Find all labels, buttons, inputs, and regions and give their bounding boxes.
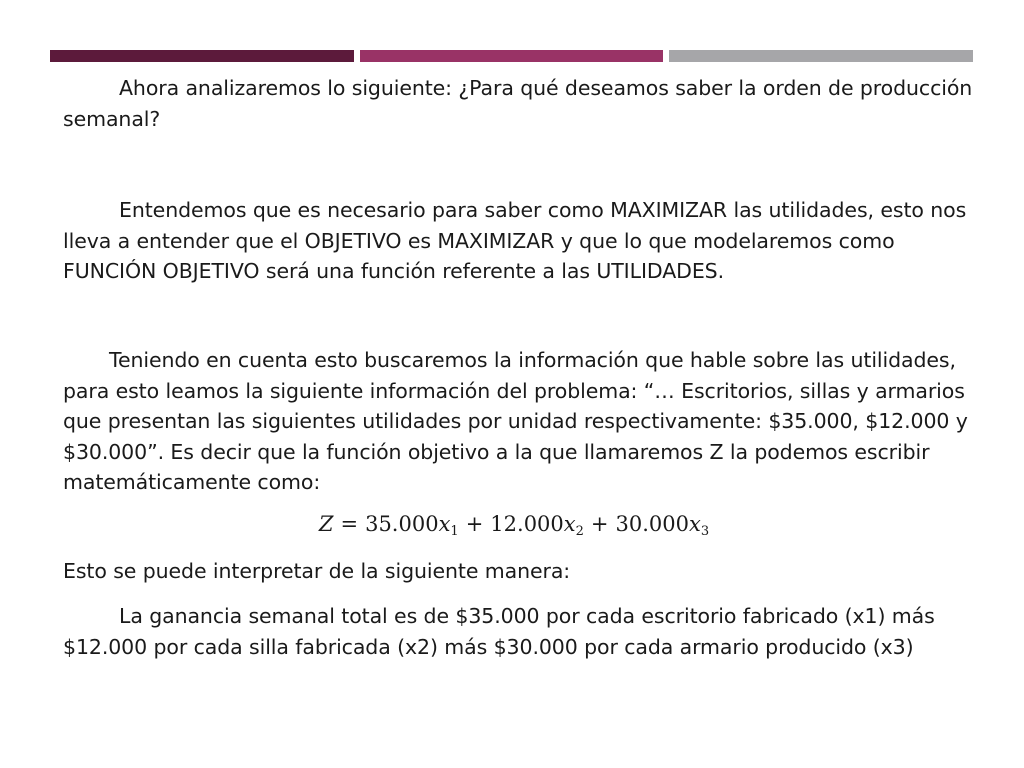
paragraph-utilities xyxy=(63,345,983,498)
paragraph-objective-text: Entendemos que es necesario para saber como MAXIMIZAR las utilidades, esto nos lleva a entender que el OBJETIVO es MAXIMIZAR y que lo que modelaremos como FUNCIÓN OBJETIVO será una función referente a las UTILIDADES. xyxy=(63,198,967,283)
paragraph-interpretation-intro xyxy=(63,556,983,587)
objective-function-formula xyxy=(2,507,1024,549)
header-bar-magenta xyxy=(360,50,663,62)
formula-sub-3: 3 xyxy=(700,524,710,539)
header-bar-dark-plum xyxy=(50,50,354,62)
paragraph-interpretation-text: La ganancia semanal total es de $35.000 por cada escritorio fabricado (x1) más $12.000 por cada silla fabricada (x2) más $30.000 por cada armario producido (x3) xyxy=(63,604,935,659)
formula-lhs: Z xyxy=(318,512,334,536)
header-bar-gray xyxy=(669,50,973,62)
formula-var-3: x xyxy=(689,512,701,536)
formula-coef-2: 12.000 xyxy=(490,512,564,536)
paragraph-interpretation xyxy=(63,601,983,662)
formula-coef-1: 35.000 xyxy=(365,512,439,536)
formula-plus-2: + xyxy=(590,512,609,536)
formula-sub-1: 1 xyxy=(450,524,459,539)
formula-var-1: x xyxy=(438,512,451,536)
formula-var-2: x xyxy=(563,512,576,536)
formula-equals: = xyxy=(340,512,359,536)
formula-plus-1: + xyxy=(465,512,484,536)
paragraph-objective xyxy=(63,195,983,287)
formula-coef-3: 30.000 xyxy=(615,512,689,536)
formula-sub-2: 2 xyxy=(575,524,584,539)
paragraph-question-text: Ahora analizaremos lo siguiente: ¿Para qué deseamos saber la orden de producción semanal? xyxy=(63,76,973,131)
paragraph-question xyxy=(63,73,983,134)
paragraph-utilities-text: Teniendo en cuenta esto buscaremos la información que hable sobre las utilidades, para esto leamos la siguiente información del problema: “… Escritorios, sillas y armarios que presentan las siguientes utilidades por unidad respectivamente: $35.000, $12.000 y $30.000”. Es decir que la función objetivo a la que llamaremos Z la podemos escribir matemáticamente como: xyxy=(63,348,968,494)
paragraph-interpretation-intro-text: Esto se puede interpretar de la siguiente manera: xyxy=(63,559,571,583)
